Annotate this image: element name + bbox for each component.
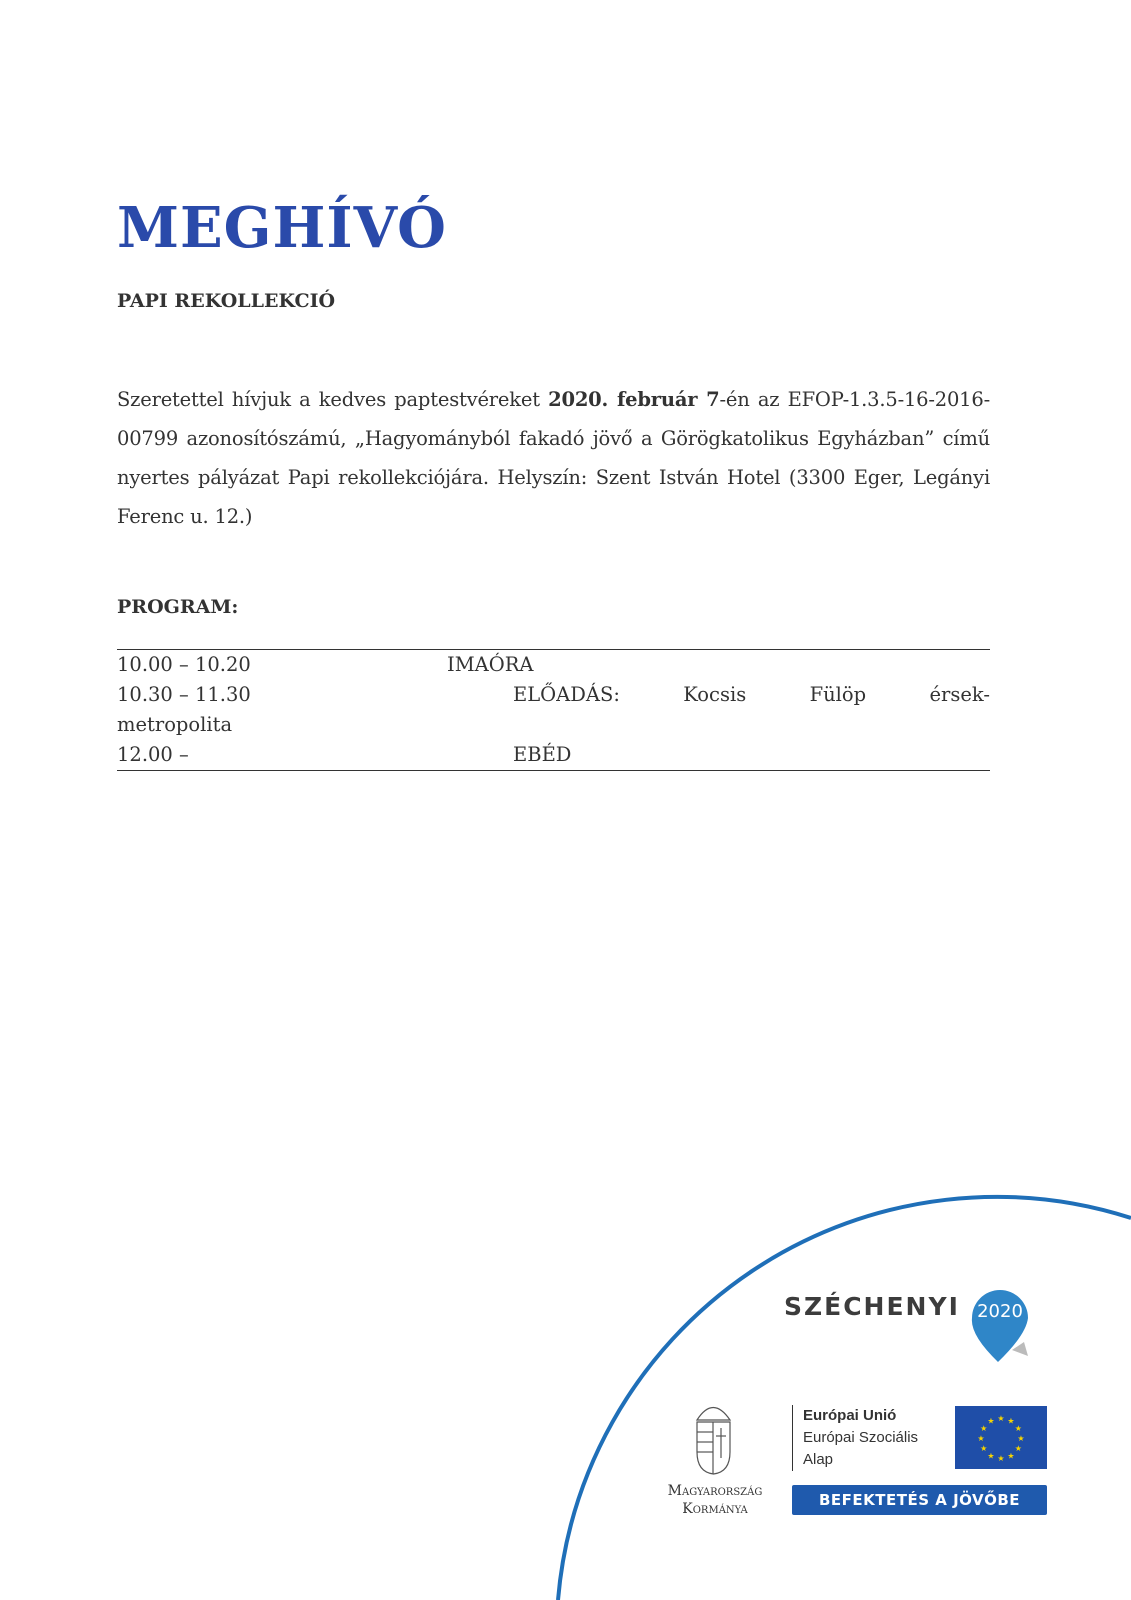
- gov-line: Kormánya: [682, 1501, 748, 1517]
- subtitle: PAPI REKOLLEKCIÓ: [117, 290, 336, 312]
- event-date: 2020. február 7: [548, 388, 720, 411]
- paragraph-text: -én az EFOP-1.3.5-16-2016-00799 azonosítószámú, „Hagyományból fakadó jövő a Görögkatolikus Egyházban” című nyertes pályázat Papi rekollekciójára. Helyszín: Szent István Hotel (3300 Eger, Legányi Ferenc u. 12.): [117, 388, 990, 528]
- star-icon: ★: [1017, 1434, 1025, 1443]
- activity-word: érsek-: [929, 683, 990, 706]
- activity: EBÉD: [513, 743, 572, 766]
- time: 10.00 – 10.20: [117, 653, 251, 676]
- star-icon: ★: [1007, 1451, 1015, 1461]
- szechenyi-year: 2020: [977, 1301, 1023, 1322]
- star-icon: ★: [997, 1454, 1005, 1463]
- time: 10.30 – 11.30: [117, 683, 251, 706]
- star-icon: ★: [987, 1451, 995, 1461]
- activity-word: ELŐADÁS:: [513, 683, 620, 706]
- star-icon: ★: [1014, 1424, 1022, 1433]
- paragraph-text: Szeretettel hívjuk a kedves paptestvéreket: [117, 388, 549, 411]
- star-icon: ★: [987, 1416, 995, 1426]
- eu-fund-line: Alap: [803, 1451, 834, 1468]
- gov-line: Magyarország: [667, 1483, 763, 1499]
- star-icon: ★: [980, 1424, 988, 1433]
- activity-word: Fülöp: [809, 683, 867, 706]
- star-icon: ★: [1014, 1444, 1022, 1453]
- star-icon: ★: [980, 1444, 988, 1453]
- star-icon: ★: [977, 1434, 985, 1443]
- eu-title: Európai Unió: [803, 1407, 897, 1424]
- activity: IMAÓRA: [447, 653, 534, 676]
- eu-flag-icon: [955, 1406, 1047, 1469]
- coat-of-arms-icon: [697, 1408, 730, 1475]
- activity-word: Kocsis: [683, 683, 747, 706]
- government-logo-text: [645, 1482, 785, 1518]
- eu-fund-line: Európai Szociális: [803, 1429, 919, 1446]
- star-icon: ★: [1007, 1416, 1015, 1426]
- slogan-banner: BEFEKTETÉS A JÖVŐBE: [792, 1485, 1047, 1515]
- program-heading: PROGRAM:: [117, 596, 239, 618]
- szechenyi-pin-icon: [972, 1290, 1028, 1362]
- szechenyi-logo: SZÉCHENYI: [784, 1292, 960, 1321]
- page-title: MEGHÍVÓ: [117, 195, 447, 261]
- eu-fund-label: [792, 1405, 918, 1471]
- star-icon: ★: [997, 1414, 1005, 1423]
- time: 12.00 –: [117, 743, 189, 766]
- activity-continuation: metropolita: [117, 713, 233, 736]
